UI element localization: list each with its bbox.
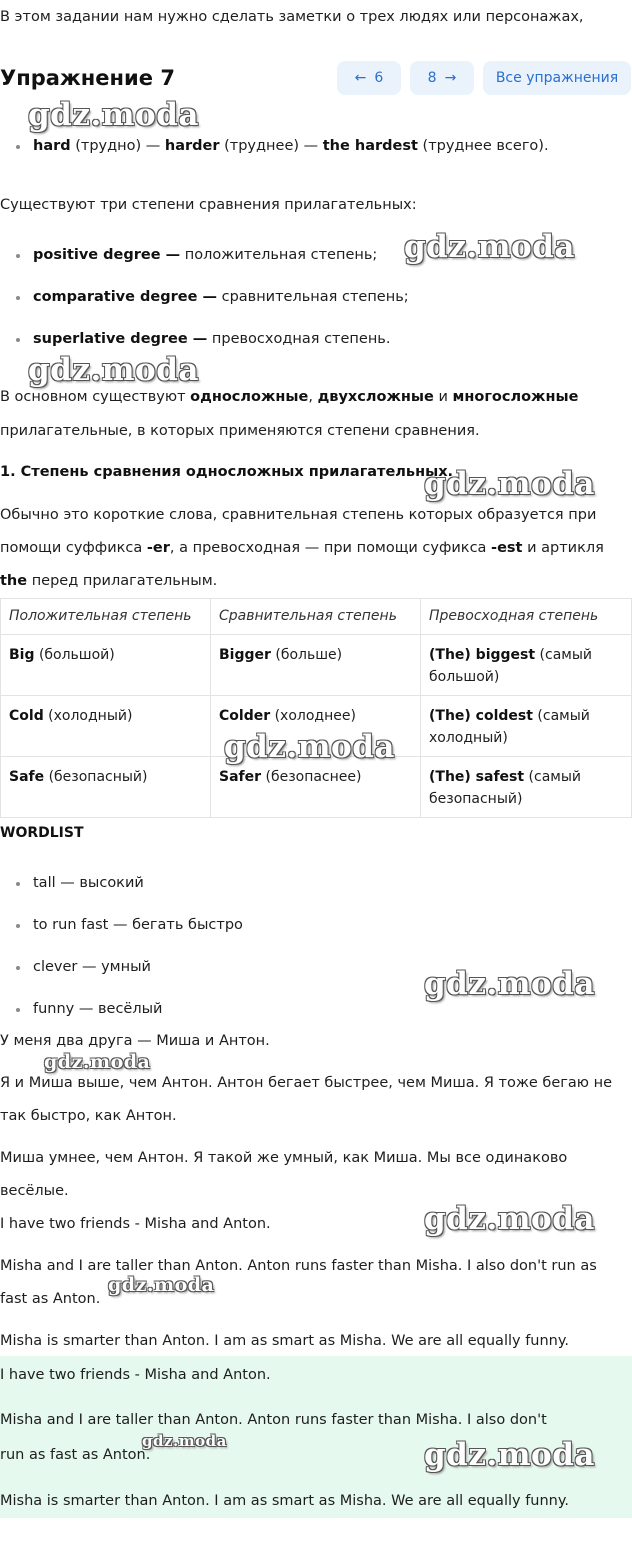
answer-paragraph-cont: run as fast as Anton. [0, 1447, 151, 1463]
table-cell [1, 696, 211, 757]
cell-term: Big [9, 647, 35, 663]
list-item-text: (трудно) — [70, 138, 165, 154]
all-exercises-label: Все упражнения [495, 70, 619, 86]
watermark-logo: gdz.moda [44, 1051, 151, 1073]
watermark-logo: gdz.moda [28, 97, 199, 133]
cell-term: (The) biggest [429, 647, 536, 663]
wordlist-item: to run fast — бегать быстро [33, 917, 243, 933]
cell-term: Colder [219, 708, 271, 724]
arrow-right-icon: → [444, 70, 457, 86]
table-cell [421, 696, 632, 757]
adj-term: harder [164, 138, 220, 154]
bold-term: односложные [190, 389, 309, 405]
paragraph-text: и артикля [522, 540, 604, 556]
types-paragraph [0, 388, 578, 406]
suffix-term: -est [491, 540, 523, 556]
degree-term: superlative degree [33, 331, 188, 347]
watermark-logo: gdz.moda [424, 966, 595, 1002]
wordlist-item: funny — весёлый [33, 1001, 163, 1017]
suffix-term: -er [146, 540, 170, 556]
table-cell [211, 635, 421, 696]
cell-text: (безопаснее) [261, 769, 362, 785]
page-title: Упражнение 7 [0, 66, 175, 90]
cell-text: (холоднее) [270, 708, 356, 724]
wordlist-item: tall — высокий [33, 875, 144, 891]
table-cell [421, 757, 632, 818]
cell-text: (самый холодный) [429, 708, 590, 746]
comparison-table [0, 598, 632, 818]
next-exercise-label: 8 [427, 70, 437, 86]
watermark-logo: gdz.moda [142, 1432, 227, 1450]
table-header: Сравнительная степень [211, 599, 421, 635]
paragraph-text: помощи суффикса [0, 540, 147, 556]
watermark-logo: gdz.moda [108, 1274, 215, 1296]
degree-term: comparative degree [33, 289, 198, 305]
answer-paragraph: Misha is smarter than Anton. I am as smart as Misha. We are all equally funny. [0, 1493, 569, 1509]
cell-text: (холодный) [43, 708, 133, 724]
table-cell [1, 635, 211, 696]
cell-term: Bigger [219, 647, 271, 663]
rule-paragraph-end [0, 572, 217, 590]
watermark-logo: gdz.moda [424, 1201, 595, 1237]
intro-text: В этом задании нам нужно сделать заметки о трех людях или персонажах, [0, 9, 584, 25]
watermark-logo: gdz.moda [224, 729, 395, 765]
degree-sep: — [160, 247, 181, 263]
bold-term: двухсложные [317, 389, 434, 405]
watermark-logo: gdz.moda [28, 352, 199, 388]
en-paragraph-cont: fast as Anton. [0, 1291, 101, 1307]
arrow-left-icon: ← [354, 70, 367, 86]
degrees-intro: Существуют три степени сравнения прилагательных: [0, 197, 417, 213]
cell-term: (The) coldest [429, 708, 533, 724]
article-term: the [0, 573, 28, 589]
prev-exercise-label: 6 [374, 70, 384, 86]
adj-term: the hardest [322, 138, 418, 154]
table-header: Превосходная степень [421, 599, 632, 635]
degree-desc: сравнительная степень; [216, 289, 409, 305]
adj-term: hard [33, 138, 71, 154]
degree-term: positive degree [33, 247, 161, 263]
cell-term: (The) safest [429, 769, 525, 785]
list-item-text: (труднее всего). [417, 138, 549, 154]
ru-paragraph-cont: весёлые. [0, 1183, 69, 1199]
cell-text: (самый безопасный) [429, 769, 581, 807]
table-cell [421, 635, 632, 696]
paragraph-text: и [433, 389, 453, 405]
wordlist-item: clever — умный [33, 959, 151, 975]
table-row [1, 635, 632, 696]
cell-term: Safer [219, 769, 262, 785]
answer-paragraph: I have two friends - Misha and Anton. [0, 1367, 271, 1383]
cell-text: (безопасный) [44, 769, 148, 785]
watermark-logo: gdz.moda [424, 466, 595, 502]
degree-sep: — [197, 289, 217, 305]
rule-paragraph-cont [0, 539, 604, 557]
ru-paragraph: Я и Миша выше, чем Антон. Антон бегает быстрее, чем Миша. Я тоже бегаю не [0, 1075, 613, 1091]
ru-paragraph-cont: так быстро, как Антон. [0, 1108, 177, 1124]
ru-paragraph: У меня два друга — Миша и Антон. [0, 1033, 270, 1049]
paragraph-text: , а превосходная — при помощи суфикса [169, 540, 492, 556]
table-cell [1, 757, 211, 818]
paragraph-text: В основном существуют [0, 389, 191, 405]
rule-paragraph: Обычно это короткие слова, сравнительная степень которых образуется при [0, 507, 597, 523]
degree-desc: превосходная степень. [207, 331, 391, 347]
table-row [1, 757, 632, 818]
degree-sep: — [187, 331, 208, 347]
paragraph-text: , [308, 389, 318, 405]
cell-text: (самый большой) [429, 647, 592, 685]
degree-desc: положительная степень; [180, 247, 378, 263]
next-exercise-button[interactable] [410, 61, 474, 95]
en-paragraph: Misha and I are taller than Anton. Anton runs faster than Misha. I also don't run as [0, 1258, 597, 1274]
all-exercises-button[interactable] [483, 61, 631, 95]
types-paragraph-cont: прилагательные, в которых применяются степени сравнения. [0, 423, 480, 439]
en-paragraph: Misha is smarter than Anton. I am as smart as Misha. We are all equally funny. [0, 1333, 569, 1349]
table-header-row [1, 599, 632, 635]
bold-term: многосложные [452, 389, 579, 405]
cell-text: (большой) [34, 647, 115, 663]
en-paragraph: I have two friends - Misha and Anton. [0, 1216, 271, 1232]
list-item-text: (труднее) — [219, 138, 323, 154]
ru-paragraph: Миша умнее, чем Антон. Я такой же умный, как Миша. Мы все одинаково [0, 1150, 568, 1166]
prev-exercise-button[interactable] [337, 61, 401, 95]
answer-paragraph: Misha and I are taller than Anton. Anton runs faster than Misha. I also don't [0, 1412, 547, 1428]
cell-term: Safe [9, 769, 45, 785]
table-header: Положительная степень [1, 599, 211, 635]
watermark-logo: gdz.moda [424, 1437, 595, 1473]
cell-term: Cold [9, 708, 44, 724]
wordlist-title: WORDLIST [0, 825, 84, 841]
cell-text: (больше) [270, 647, 343, 663]
watermark-logo: gdz.moda [404, 229, 575, 265]
section-title: 1. Степень сравнения односложных прилагательных. [0, 464, 454, 480]
table-cell [211, 757, 421, 818]
paragraph-text: перед прилагательным. [27, 573, 218, 589]
